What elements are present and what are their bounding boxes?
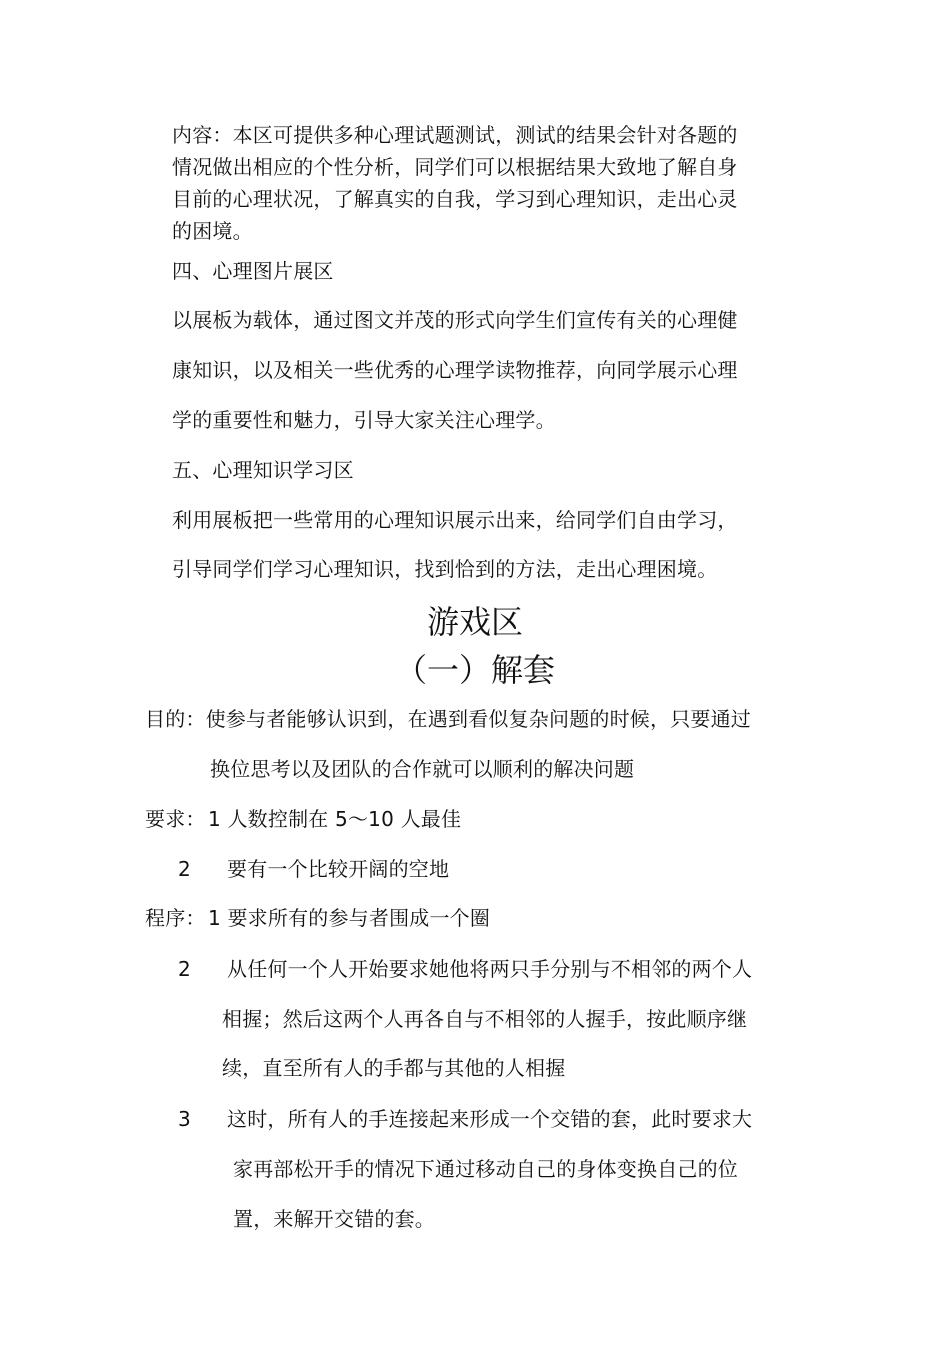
procedure-item-3-line-2: 家再部松开手的情况下通过移动自己的身体变换自己的位 xyxy=(233,1157,738,1181)
game-title: 游戏区 xyxy=(426,603,523,641)
procedure-item-1: 1 要求所有的参与者围成一个圈 xyxy=(208,906,491,930)
section4-line-2: 康知识，以及相关一些优秀的心理学读物推荐，向同学展示心理 xyxy=(172,358,738,382)
procedure-label: 程序： xyxy=(145,906,206,930)
procedure-item-2-number: 2 xyxy=(178,957,191,981)
intro-line-2: 情况做出相应的个性分析，同学们可以根据结果大致地了解自身 xyxy=(172,155,738,179)
procedure-item-3-line-3: 置，来解开交错的套。 xyxy=(233,1207,435,1231)
intro-line-4: 的困境。 xyxy=(172,219,253,243)
procedure-item-3-line-1: 这时，所有人的手连接起来形成一个交错的套，此时要求大 xyxy=(227,1107,753,1131)
intro-line-1: 内容：本区可提供多种心理试题测试，测试的结果会针对各题的 xyxy=(172,123,738,147)
section5-line-2: 引导同学们学习心理知识，找到恰到的方法，走出心理困境。 xyxy=(172,557,718,581)
procedure-item-2-line-2: 相握；然后这两个人再各自与不相邻的人握手，按此顺序继 xyxy=(222,1007,748,1031)
section4-line-1: 以展板为载体，通过图文并茂的形式向学生们宣传有关的心理健 xyxy=(172,308,738,332)
section5-heading: 五、心理知识学习区 xyxy=(172,458,354,482)
purpose-line-2: 换位思考以及团队的合作就可以顺利的解决问题 xyxy=(210,757,635,781)
purpose-line-1: 目的：使参与者能够认识到，在遇到看似复杂问题的时候，只要通过 xyxy=(145,707,751,731)
intro-line-3: 目前的心理状况，了解真实的自我，学习到心理知识，走出心灵 xyxy=(172,187,738,211)
requirements-item-2-number: 2 xyxy=(178,857,191,881)
section4-line-3: 学的重要性和魅力，引导大家关注心理学。 xyxy=(172,408,556,432)
procedure-item-3-number: 3 xyxy=(178,1107,191,1131)
procedure-item-2-line-3: 续，直至所有人的手都与其他的人相握 xyxy=(222,1056,566,1080)
requirements-item-1: 1 人数控制在 5～10 人最佳 xyxy=(208,807,462,831)
game-subtitle: （一）解套 xyxy=(394,651,555,689)
procedure-item-2-line-1: 从任何一个人开始要求她他将两只手分别与不相邻的两个人 xyxy=(227,957,753,981)
requirements-label: 要求： xyxy=(145,807,206,831)
section4-heading: 四、心理图片展区 xyxy=(172,259,334,283)
requirements-item-2-text: 要有一个比较开阔的空地 xyxy=(227,857,450,881)
section5-line-1: 利用展板把一些常用的心理知识展示出来，给同学们自由学习， xyxy=(172,508,738,532)
